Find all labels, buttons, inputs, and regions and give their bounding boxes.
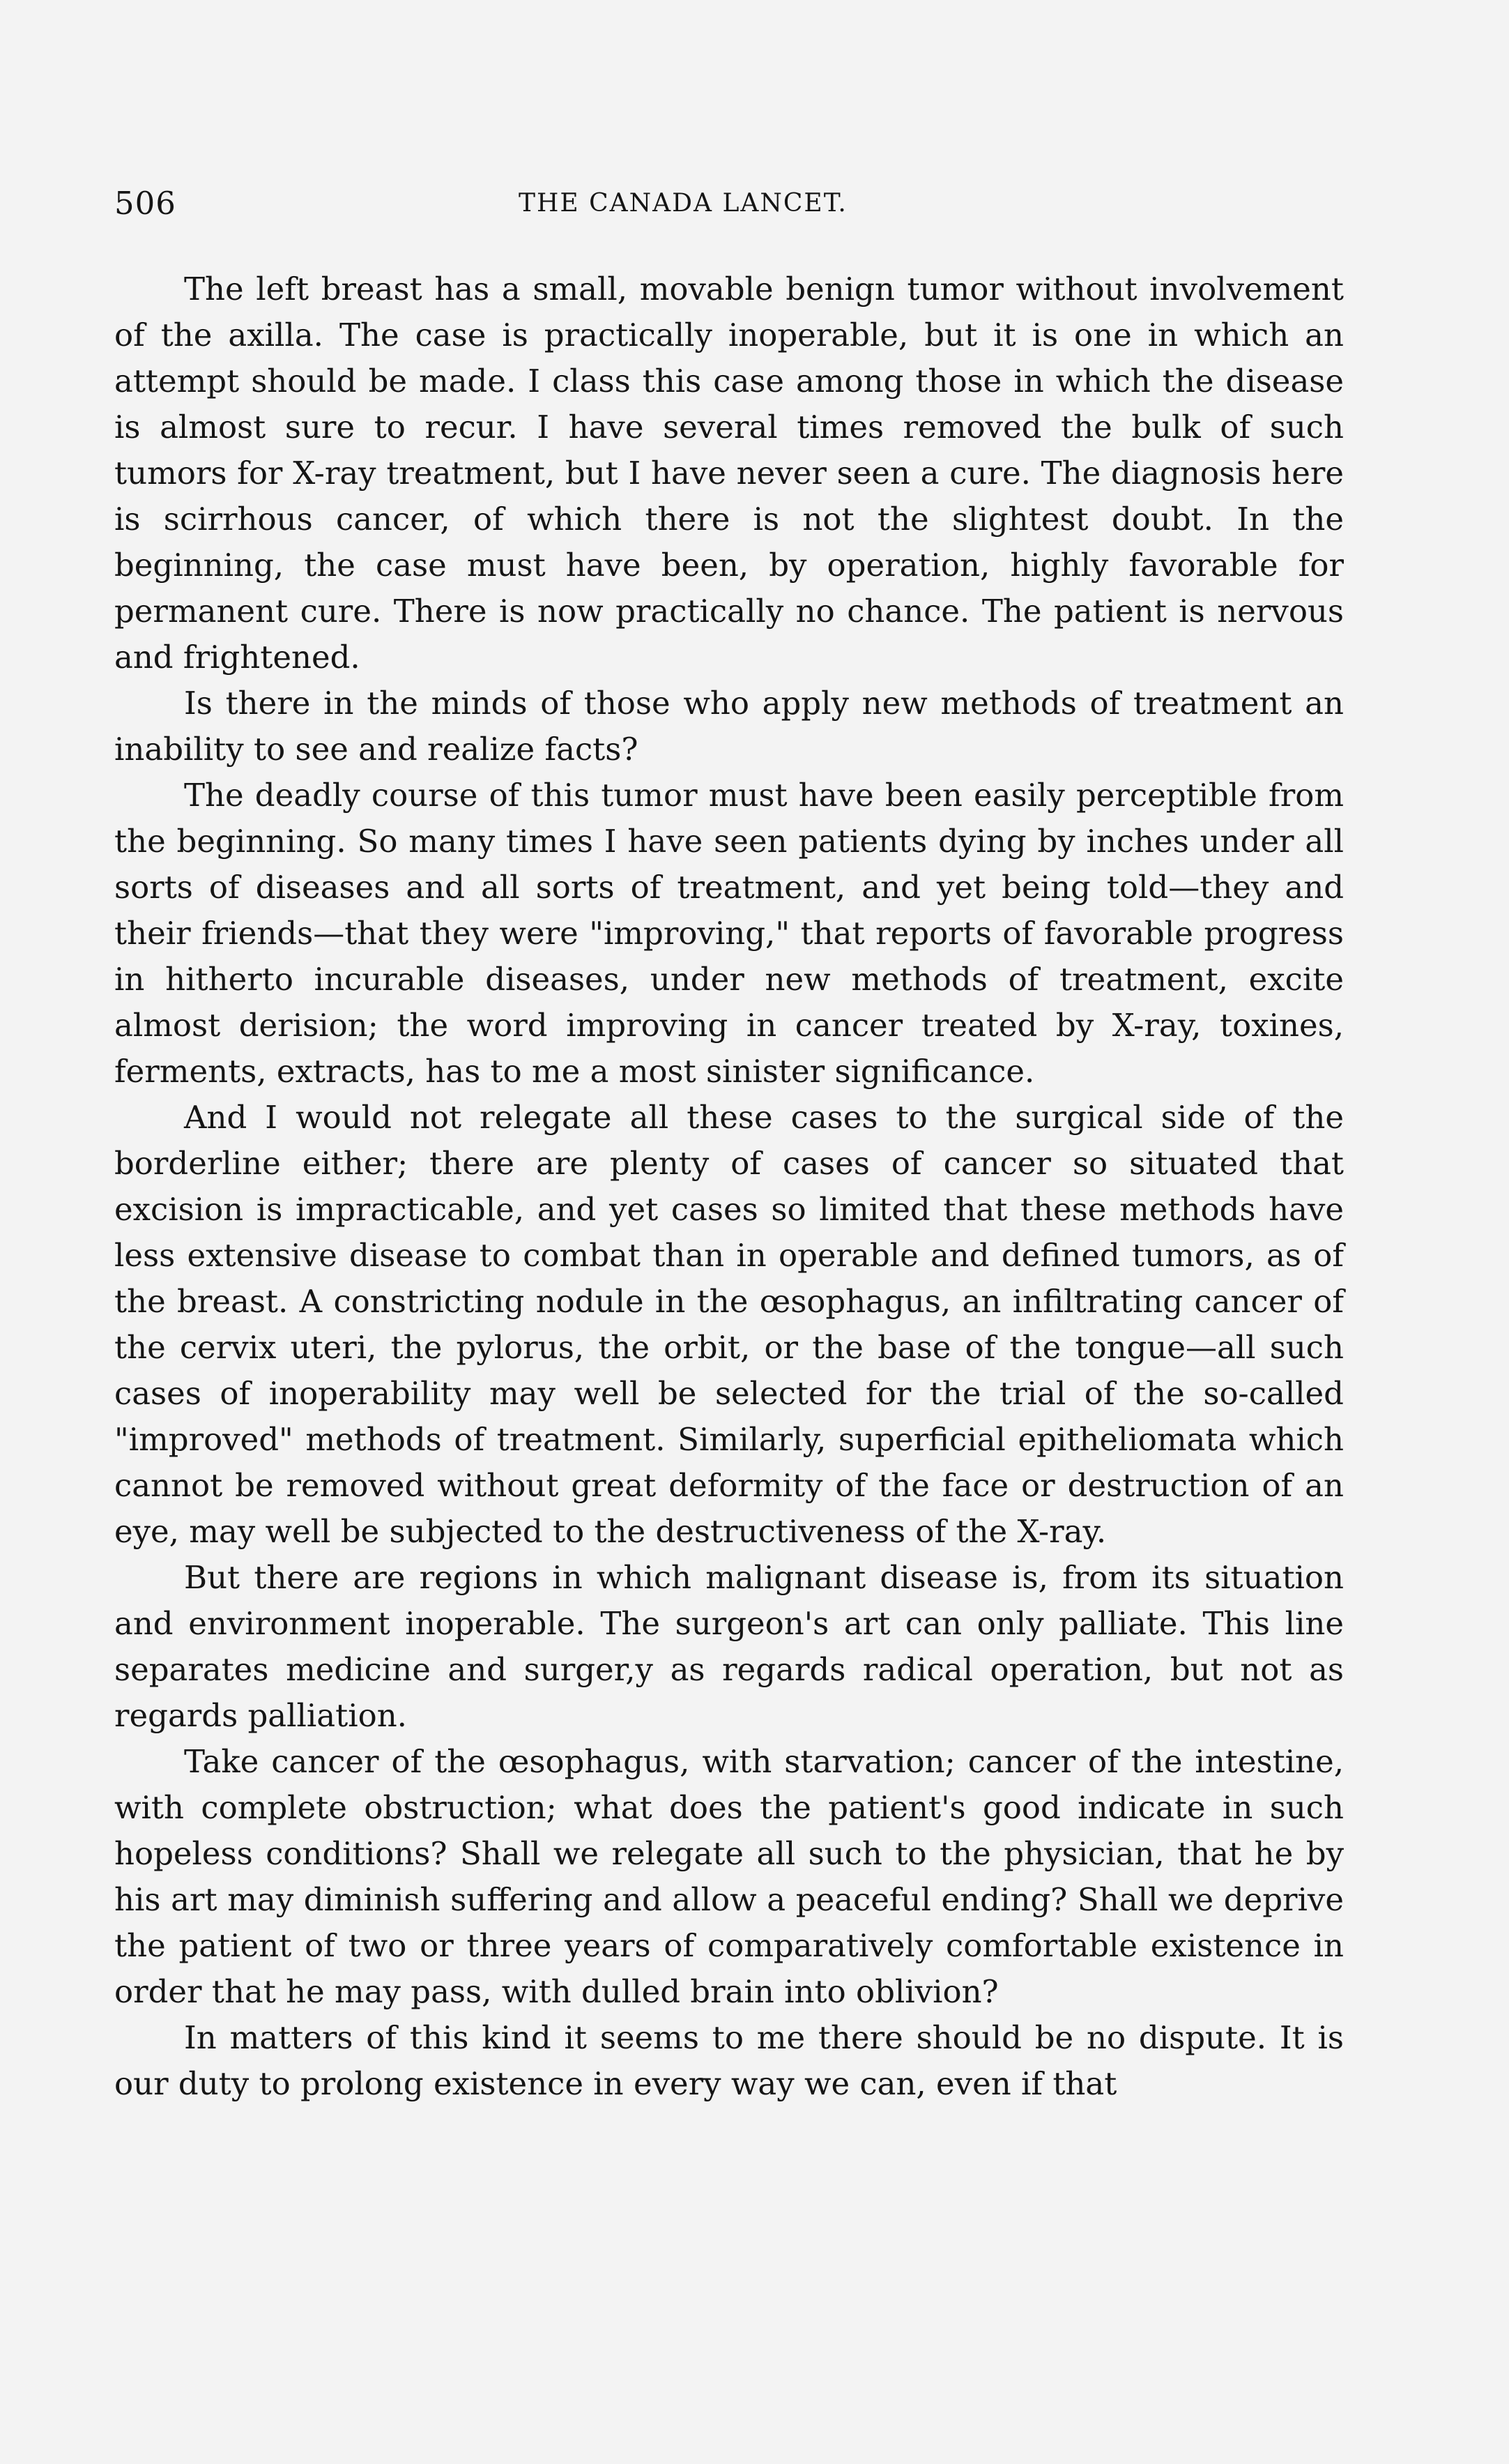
paragraph-7: In matters of this kind it seems to me there should be no dispute. It is our duty to prolong existence in every way we can, even if that [114, 2019, 1344, 2102]
journal-title: THE CANADA LANCET. [519, 189, 848, 218]
paragraph-5: But there are regions in which malignant disease is, from its situation and environment inoperable. The surgeon's art can only palliate. This line separates medicine and surger,y as regards radical operation, but not as regards palliation. [114, 1559, 1344, 1734]
page-number: 506 [114, 185, 176, 222]
paragraph-3: The deadly course of this tumor must have been easily perceptible from the beginning. So many times I have seen patients dying by inches under all sorts of diseases and all sorts of treatment, and yet being told—they and their friends—that they were "improving," that reports of favorable progress in hitherto incurable diseases, under new methods of treatment, excite almost derision; the word improving in cancer treated by X-ray, toxines, ferments, extracts, has to me a most sinister significance. [114, 777, 1344, 1090]
running-head [114, 185, 1355, 227]
paragraph-1: The left breast has a small, movable benign tumor without involvement of the axilla. The case is practically inoperable, but it is one in which an attempt should be made. I class this case among those in which the disease is almost sure to recur. I have several times removed the bulk of such tumors for X-ray treatment, but I have never seen a cure. The diagnosis here is scirrhous cancer, of which there is not the slightest doubt. In the beginning, the case must have been, by operation, highly favorable for permanent cure. There is now practically no chance. The patient is nervous and frightened. [114, 271, 1344, 676]
paragraph-4: And I would not relegate all these cases to the surgical side of the borderline either; there are plenty of cases of cancer so situated that excision is impracticable, and yet cases so limited that these methods have less extensive disease to combat than in operable and defined tumors, as of the breast. A constricting nodule in the œsophagus, an infiltrating cancer of the cervix uteri, the pylorus, the orbit, or the base of the tongue—all such cases of inoperability may well be selected for the trial of the so-called "improved" methods of treatment. Similarly, superficial epitheliomata which cannot be removed without great deformity of the face or destruction of an eye, may well be subjected to the destructiveness of the X-ray. [114, 1099, 1344, 1550]
paragraph-6: Take cancer of the œsophagus, with starvation; cancer of the intestine, with complete obstruction; what does the patient's good indicate in such hopeless conditions? Shall we relegate all such to the physician, that he by his art may diminish suffering and allow a peaceful ending? Shall we deprive the patient of two or three years of comparatively comfortable existence in order that he may pass, with dulled brain into oblivion? [114, 1743, 1344, 2010]
paragraph-2: Is there in the minds of those who apply new methods of treatment an inability to see and realize facts? [114, 685, 1344, 768]
body-text [114, 266, 1344, 2107]
